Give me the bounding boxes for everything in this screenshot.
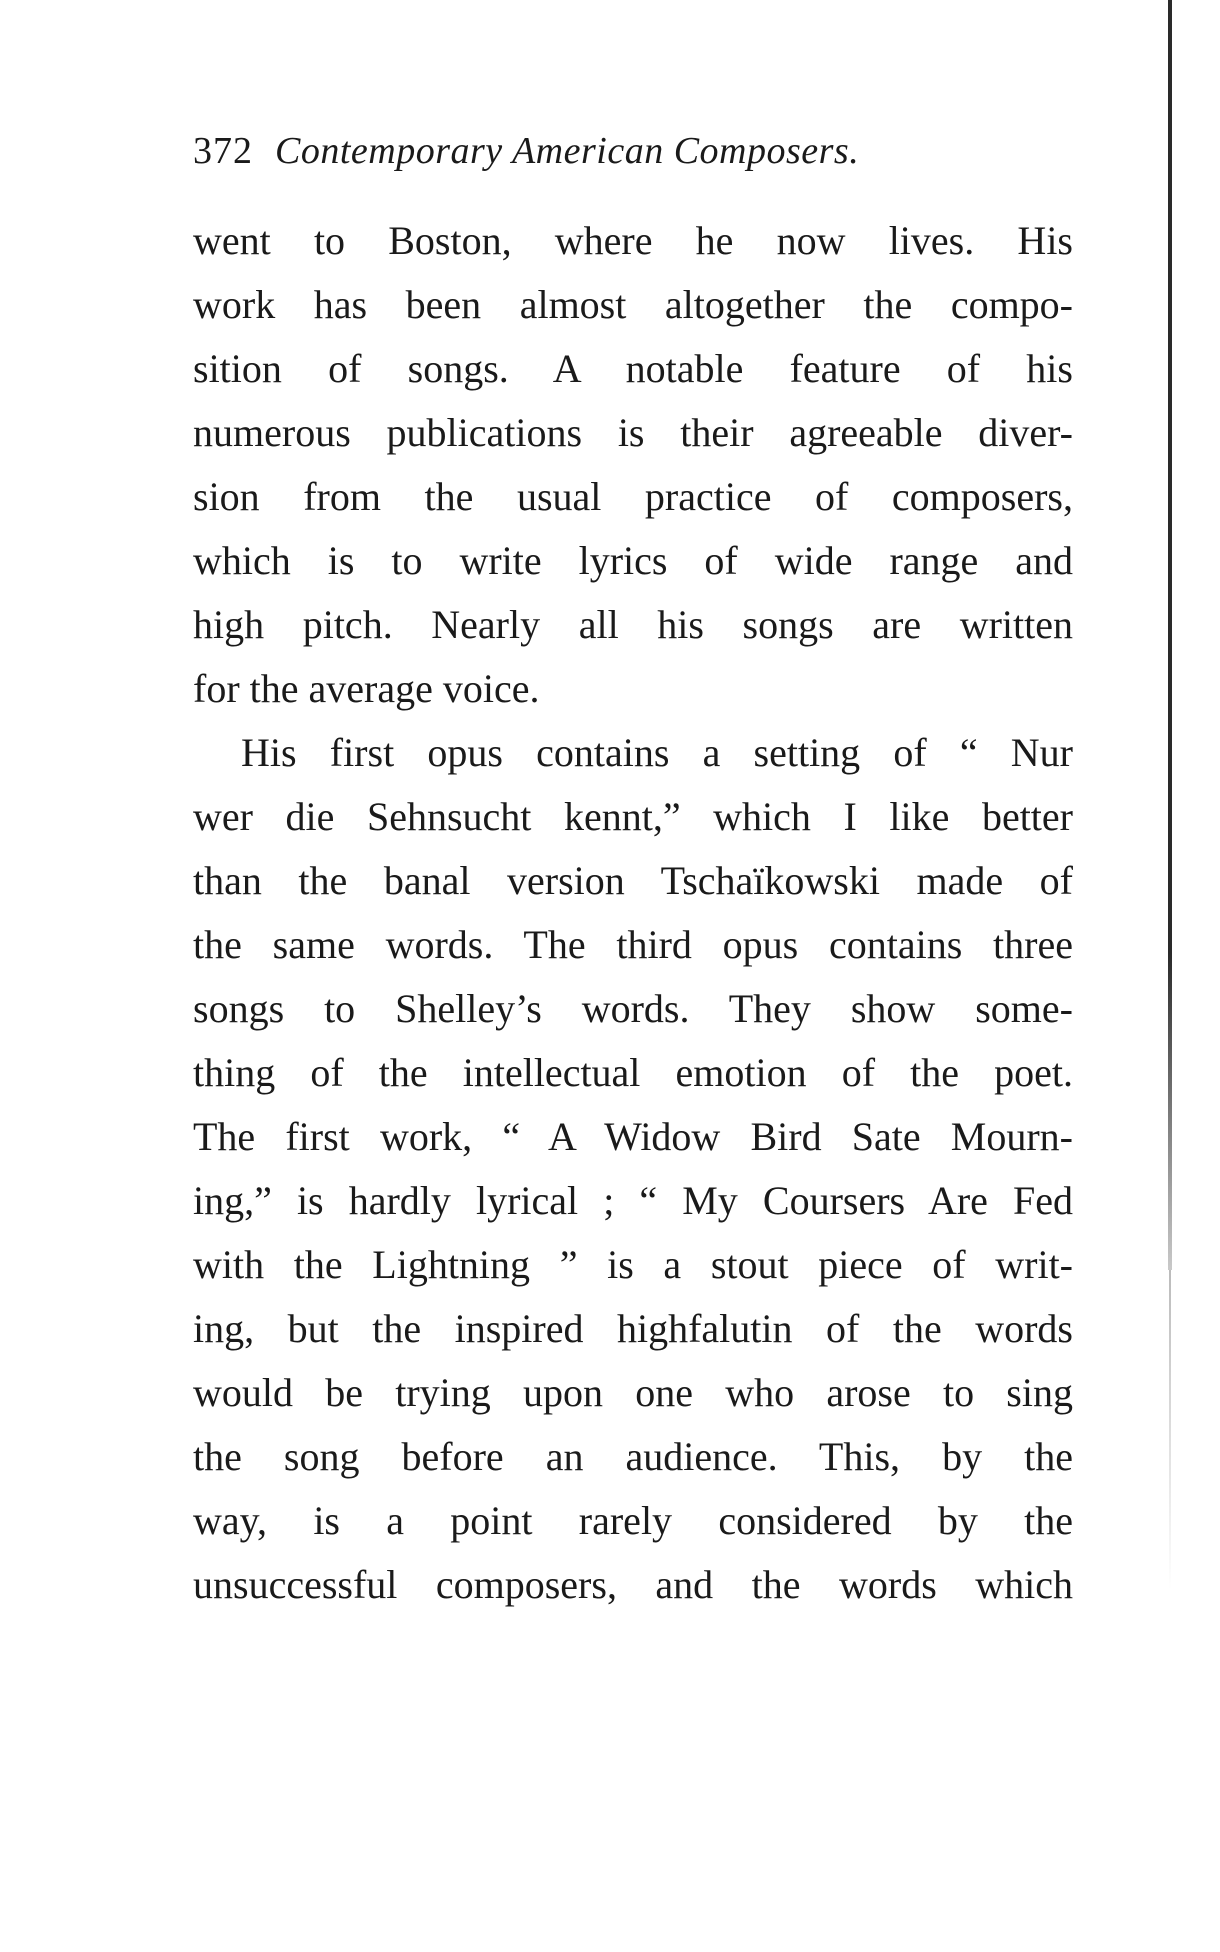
text-line: unsuccessful composers, and the words which — [193, 1562, 1073, 1607]
text-line: ing,” is hardly lyrical ; “ My Coursers Are Fed — [193, 1178, 1073, 1223]
text-line: sition of songs. A notable feature of his — [193, 346, 1073, 391]
text-line: thing of the intellectual emotion of the poet. — [193, 1050, 1073, 1095]
text-line: the same words. The third opus contains three — [193, 922, 1073, 967]
text-line-paragraph-start: His first opus contains a setting of “ Nur — [241, 730, 1073, 775]
page-number: 372 — [193, 130, 253, 172]
text-line: went to Boston, where he now lives. His — [193, 218, 1073, 263]
page-edge-rule-fade — [1169, 1270, 1171, 1590]
text-line: which is to write lyrics of wide range and — [193, 538, 1073, 583]
text-line: The first work, “ A Widow Bird Sate Mourn- — [193, 1114, 1073, 1159]
text-line: high pitch. Nearly all his songs are written — [193, 602, 1073, 647]
body-text — [193, 209, 1073, 1617]
text-line: ing, but the inspired highfalutin of the words — [193, 1306, 1073, 1351]
running-title: Contemporary American Composers. — [275, 130, 860, 172]
text-line: way, is a point rarely considered by the — [193, 1498, 1073, 1543]
text-line-paragraph-end: for the average voice. — [193, 666, 540, 711]
text-line: songs to Shelley’s words. They show some- — [193, 986, 1073, 1031]
text-line: numerous publications is their agreeable diver- — [193, 410, 1073, 455]
text-line: work has been almost altogether the compo- — [193, 282, 1073, 327]
text-line: the song before an audience. This, by the — [193, 1434, 1073, 1479]
text-line: wer die Sehnsucht kennt,” which I like better — [193, 794, 1073, 839]
running-head — [193, 123, 1073, 179]
text-line: with the Lightning ” is a stout piece of writ- — [193, 1242, 1073, 1287]
page-edge-rule — [1168, 0, 1172, 1270]
text-line: would be trying upon one who arose to sing — [193, 1370, 1073, 1415]
text-line: than the banal version Tschaïkowski made of — [193, 858, 1073, 903]
text-line: sion from the usual practice of composers, — [193, 474, 1073, 519]
